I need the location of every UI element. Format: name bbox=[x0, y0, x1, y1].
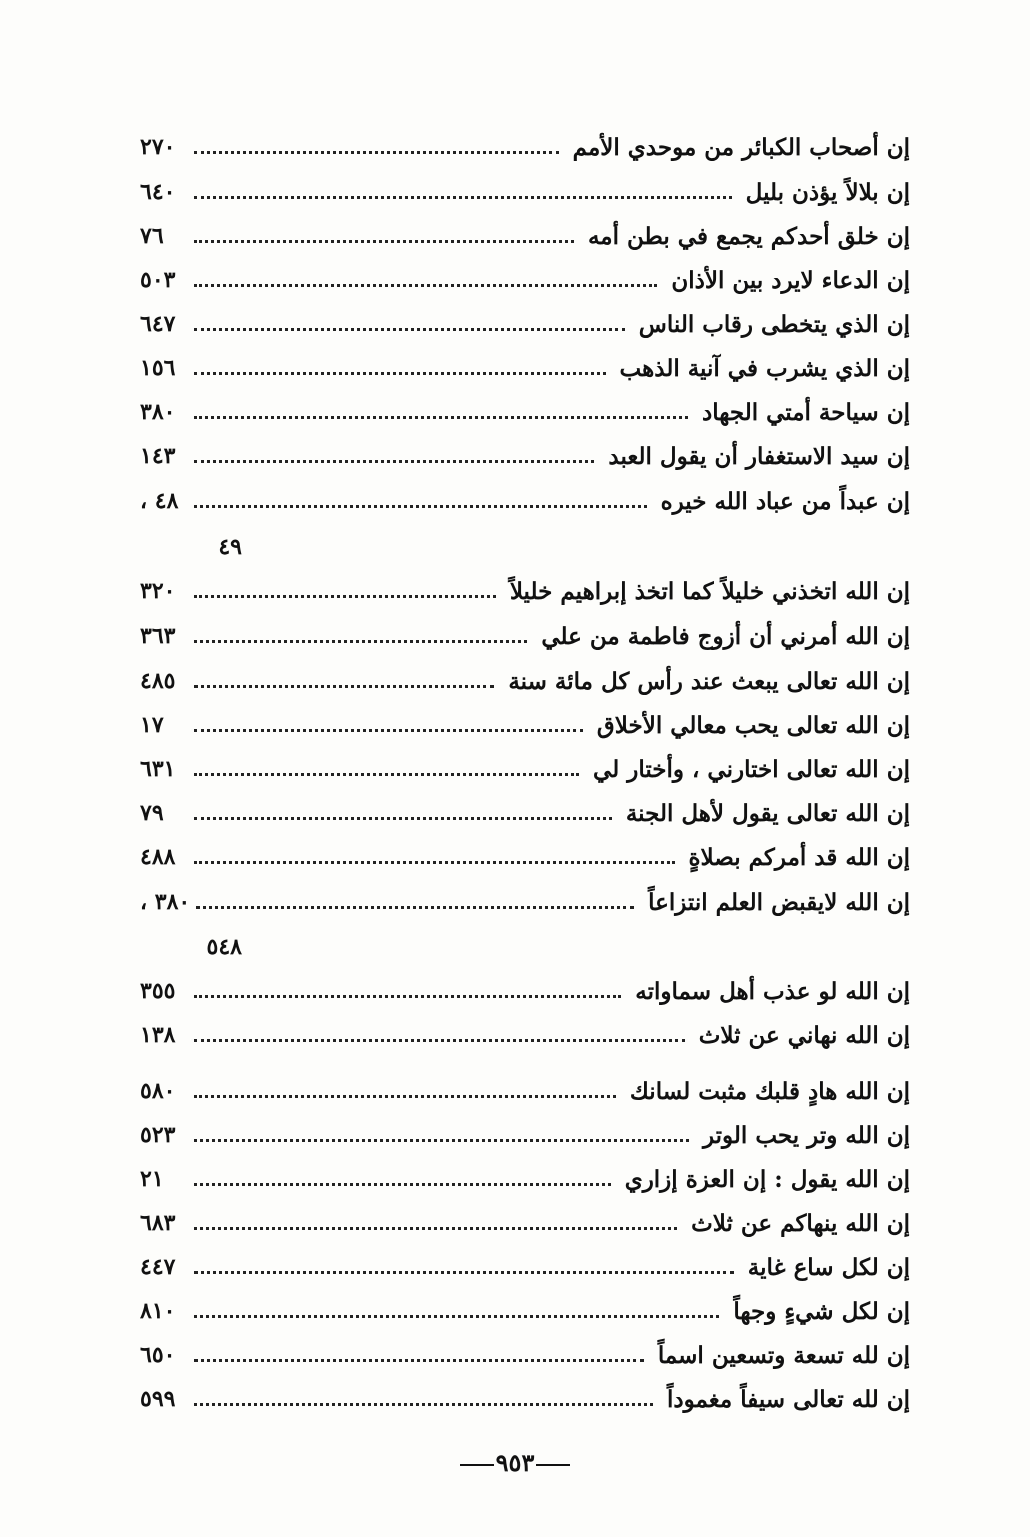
entry-text: إن الله تعالى يبعث عند رأس كل مائة سنة bbox=[508, 667, 910, 695]
index-entry bbox=[140, 260, 910, 300]
page-number-text: ٩٥٣ bbox=[495, 1448, 535, 1477]
entry-text: إن الله لو عذب أهل سماواته bbox=[635, 977, 910, 1005]
entry-text: إن الله تعالى اختارني ، وأختار لي bbox=[593, 755, 910, 783]
dot-leader bbox=[194, 685, 494, 688]
index-entry bbox=[140, 1335, 910, 1375]
index-entry bbox=[140, 1203, 910, 1243]
entry-page-number: ٦٥٠ bbox=[140, 1342, 176, 1368]
dot-leader bbox=[194, 1183, 611, 1186]
entry-text: إن لكل ساع غاية bbox=[747, 1253, 910, 1281]
dot-leader bbox=[194, 196, 732, 199]
dot-leader bbox=[196, 906, 634, 909]
entry-text: إن الدعاء لايرد بين الأذان bbox=[671, 266, 910, 294]
index-entry bbox=[140, 837, 910, 877]
entry-page-continuation bbox=[140, 927, 250, 967]
dot-leader bbox=[194, 1139, 689, 1142]
entry-text: إن سياحة أمتي الجهاد bbox=[702, 398, 910, 426]
index-entry bbox=[140, 216, 910, 256]
entry-page-number: ١٥٦ bbox=[140, 355, 176, 381]
entry-text: إن الله اتخذني خليلاً كما اتخذ إبراهيم خليلاً bbox=[509, 577, 910, 605]
index-entry bbox=[140, 1015, 910, 1055]
dot-leader bbox=[194, 1095, 616, 1098]
dot-leader bbox=[194, 995, 621, 998]
index-entry bbox=[140, 1291, 910, 1331]
entry-text: إن الله لايقبض العلم انتزاعاً bbox=[648, 888, 910, 916]
page-number bbox=[0, 1448, 1030, 1488]
entry-text: إن أصحاب الكبائر من موحدي الأمم bbox=[572, 133, 910, 161]
entry-text: إن الله نهاني عن ثلاث bbox=[698, 1021, 910, 1049]
index-entry bbox=[140, 1159, 910, 1199]
entry-page-number: ٦٨٣ bbox=[140, 1210, 176, 1236]
entry-text: إن لله تعالى سيفاً مغموداً bbox=[666, 1385, 910, 1413]
entry-text: إن الله وتر يحب الوتر bbox=[702, 1121, 910, 1149]
entry-page-number: ٣٦٣ bbox=[140, 623, 176, 649]
entry-text: إن بلالاً يؤذن بليل bbox=[745, 178, 910, 206]
entry-text: إن خلق أحدكم يجمع في بطن أمه bbox=[587, 222, 910, 250]
dot-leader bbox=[194, 861, 675, 864]
entry-text: إن الله تعالى يحب معالي الأخلاق bbox=[596, 711, 910, 739]
index-entry bbox=[140, 616, 910, 656]
continuation-page-number: ٥٤٨ bbox=[206, 934, 242, 960]
entry-text: إن الله تعالى يقول لأهل الجنة bbox=[625, 799, 910, 827]
index-entry bbox=[140, 1247, 910, 1287]
index-entry bbox=[140, 661, 910, 701]
index-entry bbox=[140, 392, 910, 432]
entry-text: إن الله أمرني أن أزوج فاطمة من علي bbox=[541, 622, 910, 650]
entry-page-number: ٦٤٠ bbox=[140, 179, 176, 205]
index-entry bbox=[140, 1071, 910, 1111]
entry-page-number: ٢٧٠ bbox=[140, 134, 176, 160]
dot-leader bbox=[194, 505, 647, 508]
entry-text: إن الله قد أمركم بصلاةٍ bbox=[688, 843, 910, 871]
dot-leader bbox=[194, 595, 496, 598]
entry-page-number: ٤٨ ، bbox=[140, 488, 179, 514]
index-entry bbox=[140, 127, 910, 167]
dot-leader bbox=[194, 1271, 734, 1274]
page-number-dash bbox=[460, 1464, 494, 1466]
continuation-page-number: ٤٩ bbox=[218, 534, 242, 560]
dot-leader bbox=[194, 729, 583, 732]
entry-page-number: ٢١ bbox=[140, 1166, 164, 1192]
dot-leader bbox=[194, 328, 625, 331]
entry-page-number: ٦٤٧ bbox=[140, 311, 176, 337]
entry-page-number: ٥٨٠ bbox=[140, 1078, 176, 1104]
index-entry bbox=[140, 172, 910, 212]
dot-leader bbox=[194, 1227, 677, 1230]
index-entry bbox=[140, 971, 910, 1011]
entry-text: إن الله يقول : إن العزة إزاري bbox=[624, 1165, 910, 1193]
entry-text: إن لكل شيءٍ وجهاً bbox=[733, 1297, 910, 1325]
entry-page-number: ١٤٣ bbox=[140, 443, 176, 469]
index-entry bbox=[140, 1115, 910, 1155]
page-number-dash bbox=[536, 1464, 570, 1466]
index-entry bbox=[140, 348, 910, 388]
dot-leader bbox=[194, 1039, 685, 1042]
entry-text: إن الذي يتخطى رقاب الناس bbox=[638, 310, 910, 338]
entry-text: إن الله هادٍ قلبك مثبت لسانك bbox=[629, 1077, 910, 1105]
index-entry bbox=[140, 481, 910, 521]
entry-page-number: ٣٥٥ bbox=[140, 978, 176, 1004]
dot-leader bbox=[194, 640, 527, 643]
dot-leader bbox=[194, 1315, 719, 1318]
index-entry bbox=[140, 749, 910, 789]
entry-page-number: ٦٣١ bbox=[140, 756, 176, 782]
dot-leader bbox=[194, 1403, 653, 1406]
entry-page-number: ٣٨٠ bbox=[140, 399, 176, 425]
entry-page-number: ١٣٨ bbox=[140, 1022, 176, 1048]
entry-text: إن سيد الاستغفار أن يقول العبد bbox=[608, 442, 910, 470]
entry-text: إن عبداً من عباد الله خيره bbox=[660, 487, 910, 515]
entry-page-number: ٣٨٠ ، bbox=[140, 889, 191, 915]
entry-page-number: ١٧ bbox=[140, 712, 164, 738]
entry-page-number: ٧٩ bbox=[140, 800, 164, 826]
index-entry bbox=[140, 304, 910, 344]
index-entry bbox=[140, 1379, 910, 1419]
entry-text: إن الذي يشرب في آنية الذهب bbox=[619, 354, 910, 382]
dot-leader bbox=[194, 1359, 644, 1362]
dot-leader bbox=[194, 372, 606, 375]
entry-text: إن الله ينهاكم عن ثلاث bbox=[691, 1209, 910, 1237]
entry-page-number: ٤٨٨ bbox=[140, 844, 176, 870]
entry-text: إن لله تسعة وتسعين اسماً bbox=[657, 1341, 910, 1369]
index-entry bbox=[140, 436, 910, 476]
entry-page-number: ٧٦ bbox=[140, 223, 164, 249]
entry-page-number: ٥٠٣ bbox=[140, 267, 176, 293]
entry-page-number: ٥٩٩ bbox=[140, 1386, 176, 1412]
dot-leader bbox=[194, 284, 657, 287]
dot-leader bbox=[194, 416, 688, 419]
entry-page-number: ٤٤٧ bbox=[140, 1254, 176, 1280]
entry-page-continuation bbox=[140, 527, 250, 567]
index-entry bbox=[140, 882, 910, 922]
dot-leader bbox=[194, 151, 559, 154]
entry-page-number: ٥٢٣ bbox=[140, 1122, 176, 1148]
entry-page-number: ٤٨٥ bbox=[140, 668, 176, 694]
entry-page-number: ٣٢٠ bbox=[140, 578, 176, 604]
dot-leader bbox=[194, 240, 574, 243]
dot-leader bbox=[194, 817, 612, 820]
dot-leader bbox=[194, 773, 579, 776]
index-entry bbox=[140, 705, 910, 745]
index-entry bbox=[140, 793, 910, 833]
entry-page-number: ٨١٠ bbox=[140, 1298, 176, 1324]
index-entry bbox=[140, 571, 910, 611]
dot-leader bbox=[194, 460, 594, 463]
